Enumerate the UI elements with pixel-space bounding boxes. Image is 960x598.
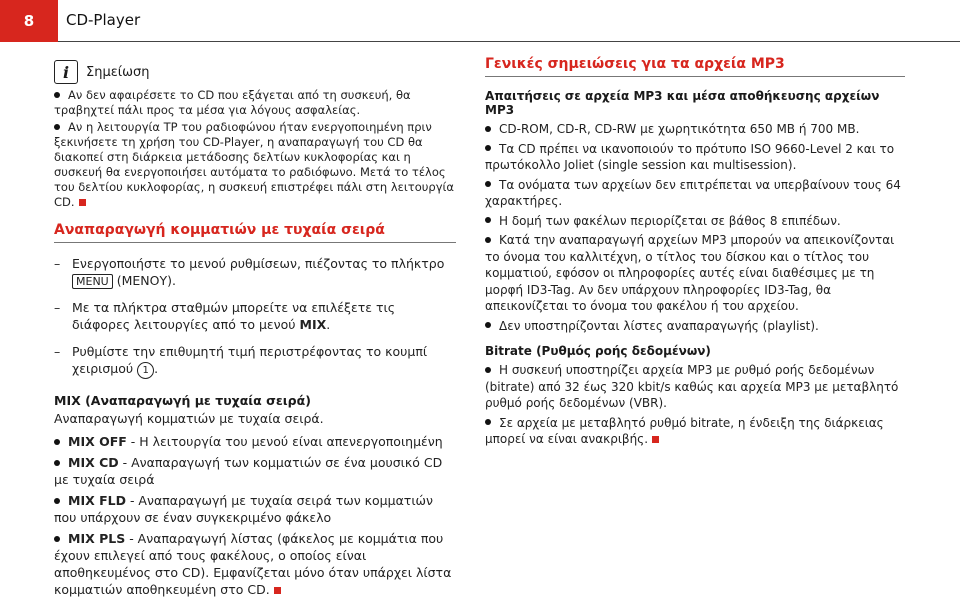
bullet-icon <box>54 460 60 466</box>
bullet-icon <box>485 217 491 223</box>
bullet-icon <box>485 145 491 151</box>
header-rule <box>58 41 960 42</box>
bitrate-list <box>485 362 905 448</box>
bullet-icon <box>54 498 60 504</box>
bullet-icon <box>485 126 491 132</box>
bullet-icon <box>485 237 491 243</box>
note-text-2: Αν η λειτουργία TP του ραδιοφώνου ήταν ενεργοποιημένη πριν ξεκινήσετε τη χρήση του CD-Player, η αναπαραγωγή του CD θα διακοπεί στη διάρκεια μετάδοσης δελτίων κυκλοφορίας και η συσκευή θα ενεργοποιήσει αυτόματα το ραδιόφωνο. Μετά το τέλος του δελτίου κυκλοφορίας, η συσκευή επιστρέφει πάλι στη λειτουργία CD. <box>54 120 454 209</box>
bullet-icon <box>54 124 60 130</box>
page-header <box>0 0 960 42</box>
requirements-title: Απαιτήσεις σε αρχεία MP3 και μέσα αποθήκευσης αρχείων MP3 <box>485 89 880 117</box>
req-item: Τα ονόματα των αρχείων δεν επιτρέπεται να υπερβαίνουν τους 64 χαρακτήρες. <box>485 177 901 208</box>
control-knob-icon: 1 <box>137 362 154 379</box>
menu-key-icon: MENU <box>72 274 113 289</box>
note-bullet-1 <box>54 88 456 118</box>
page-number: 8 <box>0 0 58 42</box>
step-3: – Ρυθμίστε την επιθυμητή τιμή περιστρέφοντας το κουμπί χειρισμού 1 . <box>54 343 456 379</box>
req-item: Η δομή των φακέλων περιορίζεται σε βάθος 8 επιπέδων. <box>485 213 905 230</box>
req-item: Τα CD πρέπει να ικανοποιούν το πρότυπο ISO 9660-Level 2 και το πρωτόκολλο Joliet (single session και multisession). <box>485 141 895 172</box>
end-mark-icon <box>79 199 86 206</box>
section-heading-random: Αναπαραγωγή κομματιών με τυχαία σειρά <box>54 222 456 243</box>
requirements-list <box>485 121 905 334</box>
bullet-icon <box>54 439 60 445</box>
note-text-1: Αν δεν αφαιρέσετε το CD που εξάγεται από τη συσκευή, θα τραβηχτεί πάλι προς τα μέσα για λόγους ασφαλείας. <box>54 88 411 117</box>
mix-item: MIX CD - Αναπαραγωγή των κομματιών σε ένα μουσικό CD με τυχαία σειρά <box>54 455 443 487</box>
left-column <box>54 56 456 598</box>
bitrate-item: Σε αρχεία με μεταβλητό ρυθμό bitrate, η ένδειξη της διάρκειας μπορεί να είναι ανακριβής. <box>485 415 884 446</box>
bullet-icon <box>485 419 491 425</box>
mix-item: MIX FLD - Αναπαραγωγή με τυχαία σειρά των κομματιών που υπάρχουν σε έναν συγκεκριμένο φάκελο <box>54 493 434 525</box>
mix-title: MIX (Αναπαραγωγή με τυχαία σειρά) <box>54 393 311 408</box>
bullet-icon <box>54 92 60 98</box>
end-mark-icon <box>652 436 659 443</box>
note-header <box>54 60 456 84</box>
step-1: – Ενεργοποιήστε το μενού ρυθμίσεων, πιέζοντας το πλήκτρο MENU (ΜΕΝΟΥ). <box>54 256 445 288</box>
bullet-icon <box>485 181 491 187</box>
bitrate-item: Η συσκευή υποστηρίζει αρχεία MP3 με ρυθμό ροής δεδομένων (bitrate) από 32 έως 320 kbit/s καθώς και αρχεία MP3 με μεταβλητό ρυθμό ροής δεδομένων (VBR). <box>485 363 899 410</box>
mix-subtitle: Αναπαραγωγή κομματιών με τυχαία σειρά. <box>54 411 324 426</box>
steps-list <box>54 255 456 379</box>
mix-item: MIX OFF - Η λειτουργία του μενού είναι απενεργοποιημένη <box>54 433 456 450</box>
mix-item: MIX PLS - Αναπαραγωγή λίστας (φάκελος με κομμάτια που έχουν επιλεγεί από τους φακέλους, ο οποίος είναι αποθηκευμένος στο CD). Εμφανίζεται μόνο όταν υπάρχει λίστα κομματιών αποθηκευμένη στο CD. <box>54 531 452 597</box>
step-2: – Με τα πλήκτρα σταθμών μπορείτε να επιλέξετε τις διάφορες λειτουργίες από το μενού MIX. <box>54 300 396 332</box>
end-mark-icon <box>274 587 281 594</box>
bullet-icon <box>485 322 491 328</box>
mix-list <box>54 433 456 598</box>
note-title: Σημείωση <box>86 64 150 80</box>
info-icon: i <box>54 60 78 84</box>
req-item: Δεν υποστηρίζονται λίστες αναπαραγωγής (playlist). <box>485 318 905 335</box>
note-bullet-2 <box>54 120 456 210</box>
chapter-title: CD-Player <box>66 11 141 29</box>
bullet-icon <box>485 367 491 373</box>
bullet-icon <box>54 536 60 542</box>
right-column <box>485 56 905 448</box>
bitrate-title: Bitrate (Ρυθμός ροής δεδομένων) <box>485 344 711 358</box>
req-item: CD-ROM, CD-R, CD-RW με χωρητικότητα 650 MB ή 700 MB. <box>485 121 905 138</box>
section-heading-mp3: Γενικές σημειώσεις για τα αρχεία MP3 <box>485 56 905 77</box>
req-item: Κατά την αναπαραγωγή αρχείων MP3 μπορούν να απεικονίζονται το όνομα του καλλιτέχνη, ο τίτλος του δίσκου και ο τίτλος του κομματιού, εφόσον οι πληροφορίες αυτές είναι διαθέσιμες με τη μορφή ID3-Tag. Αν δεν υπάρχουν πληροφορίες ID3-Tag, θα απεικονίζεται το όνομα του φακέλου ή του αρχείου. <box>485 233 895 313</box>
